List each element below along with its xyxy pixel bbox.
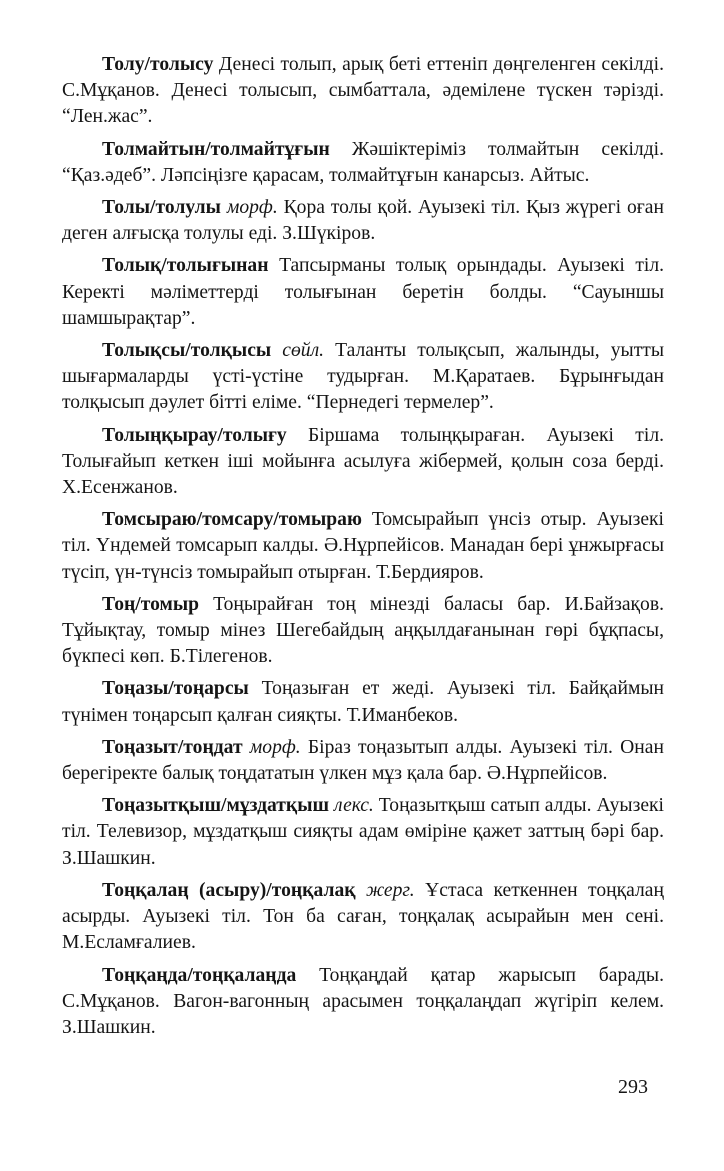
entry-label: морф. xyxy=(249,736,301,758)
entry xyxy=(62,253,664,332)
entry-headword: Тоңқалаң (асыру)/тоңқалақ xyxy=(102,879,356,901)
entry-text: Біраз тоңазытып алды. Ауызекі тіл. Онан берегіректе балық тоңдататын үлкен мұз қала бар. Ә.Нұрпейісов. xyxy=(62,736,664,785)
dictionary-page xyxy=(62,52,664,1047)
entry xyxy=(62,137,664,189)
entry-text: Таланты толықсып, жалынды, уытты шығармаларды үсті-үстіне тудырған. М.Қаратаев. Бұрынғыдан толқысып дәулет бітті еліме. “Пернедегі термелер”. xyxy=(62,340,664,414)
entry xyxy=(62,507,664,586)
entry-text: Тапсырманы толық орындады. Ауызекі тіл. Керекті мәліметтерді толығынан беретін болды. “Сауыншы шамшырақтар”. xyxy=(62,255,664,329)
entry-text: Тоңқаңдай қатар жарысып барады. С.Мұқанов. Вагон-вагонның арасымен тоңқалаңдап жүгіріп келем. З.Шашкин. xyxy=(62,964,664,1038)
entry-text: Біршама толыңқыраған. Ауызекі тіл. Толығайып кеткен іші мойынға асылуға жібермей, қолын соза берді. Х.Есенжанов. xyxy=(62,424,664,499)
entry-headword: Томсыраю/томсару/томыраю xyxy=(102,509,362,531)
entry-text: Қора толы қой. Ауызекі тіл. Қыз жүрегі оған деген алғысқа толулы еді. З.Шүкіров. xyxy=(62,197,664,245)
entry-headword: Тоңқаңда/тоңқалаңда xyxy=(102,964,297,986)
entry-headword: Толы/толулы xyxy=(102,197,221,219)
entry xyxy=(62,195,664,247)
entry xyxy=(62,793,664,872)
entry xyxy=(62,878,664,957)
entry xyxy=(62,963,664,1042)
entry-text: Томсырайып үнсіз отыр. Ауызекі тіл. Үндемей томсарып калды. Ә.Нұрпейісов. Манадан бері ұнжырғасы түсіп, үн-түнсіз томырайып отырған. Т.Бердияров. xyxy=(62,509,664,583)
entry-headword: Толмайтын/толмайтұғын xyxy=(102,138,330,160)
entry xyxy=(62,676,664,728)
entry xyxy=(62,735,664,787)
entry-label: сөйл. xyxy=(282,340,325,362)
entry-headword: Тоңазы/тоңарсы xyxy=(102,678,249,700)
entry-text: Тоңырайған тоң мінезді баласы бар. И.Байзақов. Тұйықтау, томыр мінез Шегебайдың аңқылдағанынан гөрі бұқпасы, бүкпесі көп. Б.Тілегенов. xyxy=(62,593,665,668)
entry xyxy=(62,423,664,502)
entry-text: Тоңазытқыш сатып алды. Ауызекі тіл. Телевизор, мұздатқыш сияқты адам өміріне қажет заттың бәрі бар. З.Шашкин. xyxy=(62,795,664,869)
entry-headword: Тоңазытқыш/мұздатқыш xyxy=(102,795,330,817)
entry xyxy=(62,338,664,417)
entry-headword: Толықсы/толқысы xyxy=(102,340,272,362)
entry-label: жерг. xyxy=(365,879,415,901)
entry-text: Денесі толып, арық беті еттеніп дөңгеленген секілді. С.Мұқанов. Денесі толысып, сымбаттала, әдемілене түскен тәрізді. “Лен.жас”. xyxy=(62,54,664,128)
entry-headword: Толыңқырау/толығу xyxy=(102,424,287,446)
page-number: 293 xyxy=(618,1076,648,1098)
entry-headword: Толық/толығынан xyxy=(102,255,269,277)
entry-headword: Толу/толысу xyxy=(102,54,214,75)
entry-headword: Тоңазыт/тоңдат xyxy=(102,736,243,758)
entry-text: Жәшіктеріміз толмайтын секілді. “Қаз.әдеб”. Ләпсіңізге қарасам, толмайтұғын канарсыз. Айтыс. xyxy=(62,138,664,186)
entry-text: Ұстаса кеткеннен тоңқалаң асырды. Ауызекі тіл. Тон ба саған, тоңқалақ асырайын мен сені. М.Есламғалиев. xyxy=(62,879,664,954)
entry xyxy=(62,52,664,131)
entry-headword: Тоң/томыр xyxy=(102,593,200,615)
entry-text: Тоңазыған ет жеді. Ауызекі тіл. Байқаймын түнімен тоңарсып қалған сияқты. Т.Иманбеков. xyxy=(62,678,664,726)
entry-label: морф. xyxy=(226,197,278,219)
entry xyxy=(62,592,664,671)
entry-label: лекс. xyxy=(334,795,374,817)
